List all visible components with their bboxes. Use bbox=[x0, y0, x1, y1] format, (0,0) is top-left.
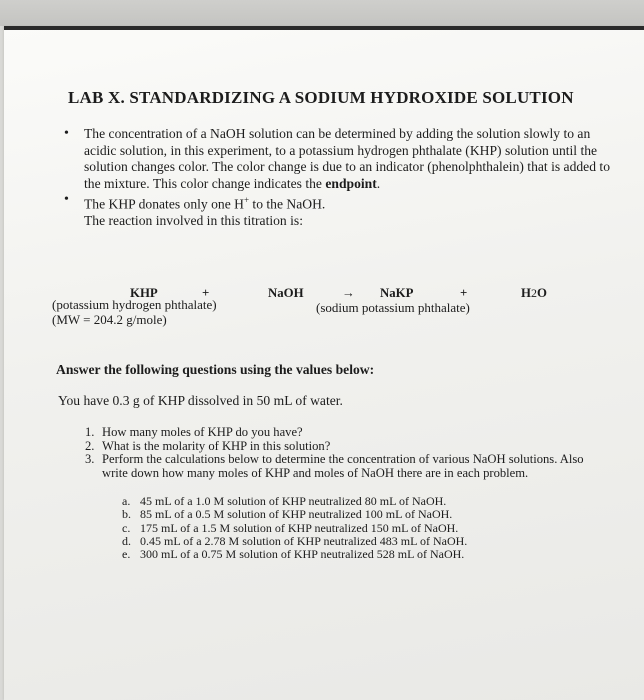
reaction-intro: The reaction involved in this titration is: bbox=[84, 213, 303, 229]
endpoint-term: endpoint bbox=[325, 175, 377, 191]
page-top-rule bbox=[4, 26, 644, 30]
bullet-1-text: The concentration of a NaOH solution can be determined by adding the solution slowly to an acidic solution, in this experiment, to a potassium hydrogen phthalate (KHP) solution until the solution changes color. The color change is due to an indicator (phenolphthalein) that is added to the mixture. This color change indicates the bbox=[84, 126, 610, 191]
instructions-heading: Answer the following questions using the values below: bbox=[56, 362, 375, 377]
bullet-icon: • bbox=[64, 126, 69, 141]
reactant-khp: KHP bbox=[130, 286, 158, 300]
question-list bbox=[85, 426, 585, 480]
plus-sign: + bbox=[460, 286, 468, 300]
given-statement: You have 0.3 g of KHP dissolved in 50 mL of water. bbox=[58, 393, 343, 408]
bullet-icon: • bbox=[64, 192, 69, 207]
question-item: 2. What is the molarity of KHP in this solution? bbox=[85, 438, 331, 453]
subquestion-item: c. 175 mL of a 1.5 M solution of KHP neutralized 150 mL of NaOH. bbox=[122, 520, 459, 535]
question-item: 3. Perform the calculations below to determine the concentration of various NaOH solutions. Also write down how many moles of KHP and moles of NaOH there are in each problem. bbox=[85, 452, 584, 480]
product-water: H2O bbox=[521, 286, 547, 300]
bullet-item: • The KHP donates only one H+ to the NaOH. The reaction involved in this titration is: bbox=[64, 192, 624, 230]
subquestion-item: a. 45 mL of a 1.0 M solution of KHP neutralized 80 mL of NaOH. bbox=[122, 494, 447, 508]
bullet-item: • The concentration of a NaOH solution can be determined by adding the solution slowly to an acidic solution, in this experiment, to a potassium hydrogen phthalate (KHP) solution until the solution changes color. The color change is due to an indicator (phenolphthalein) that is added to the mixture. This color change indicates the endpoint. bbox=[64, 126, 610, 191]
photo-top-background bbox=[0, 0, 644, 26]
bullet-2-text: The KHP donates only one H bbox=[84, 196, 244, 212]
subquestion-item: d. 0.45 mL of a 2.78 M solution of KHP neutralized 483 mL of NaOH. bbox=[122, 533, 468, 548]
page-title: LAB X. STANDARDIZING A SODIUM HYDROXIDE SOLUTION bbox=[68, 88, 574, 107]
product-nakp: NaKP bbox=[380, 286, 414, 300]
intro-bullets bbox=[64, 126, 624, 230]
h-plus-superscript: + bbox=[243, 195, 250, 205]
khp-mw-note: (MW = 204.2 g/mole) bbox=[52, 312, 167, 327]
subquestion-list bbox=[122, 495, 562, 561]
reaction-arrow-icon: → bbox=[342, 286, 355, 300]
question-item: 1. How many moles of KHP do you have? bbox=[85, 425, 303, 439]
plus-sign: + bbox=[202, 286, 210, 300]
reactant-naoh: NaOH bbox=[268, 286, 304, 300]
nakp-name-note: (sodium potassium phthalate) bbox=[316, 300, 470, 315]
subquestion-item: e. 300 mL of a 0.75 M solution of KHP neutralized 528 mL of NaOH. bbox=[122, 547, 465, 562]
subquestion-item: b. 85 mL of a 0.5 M solution of KHP neutralized 100 mL of NaOH. bbox=[122, 507, 453, 522]
khp-name-note: (potassium hydrogen phthalate) bbox=[52, 297, 217, 312]
